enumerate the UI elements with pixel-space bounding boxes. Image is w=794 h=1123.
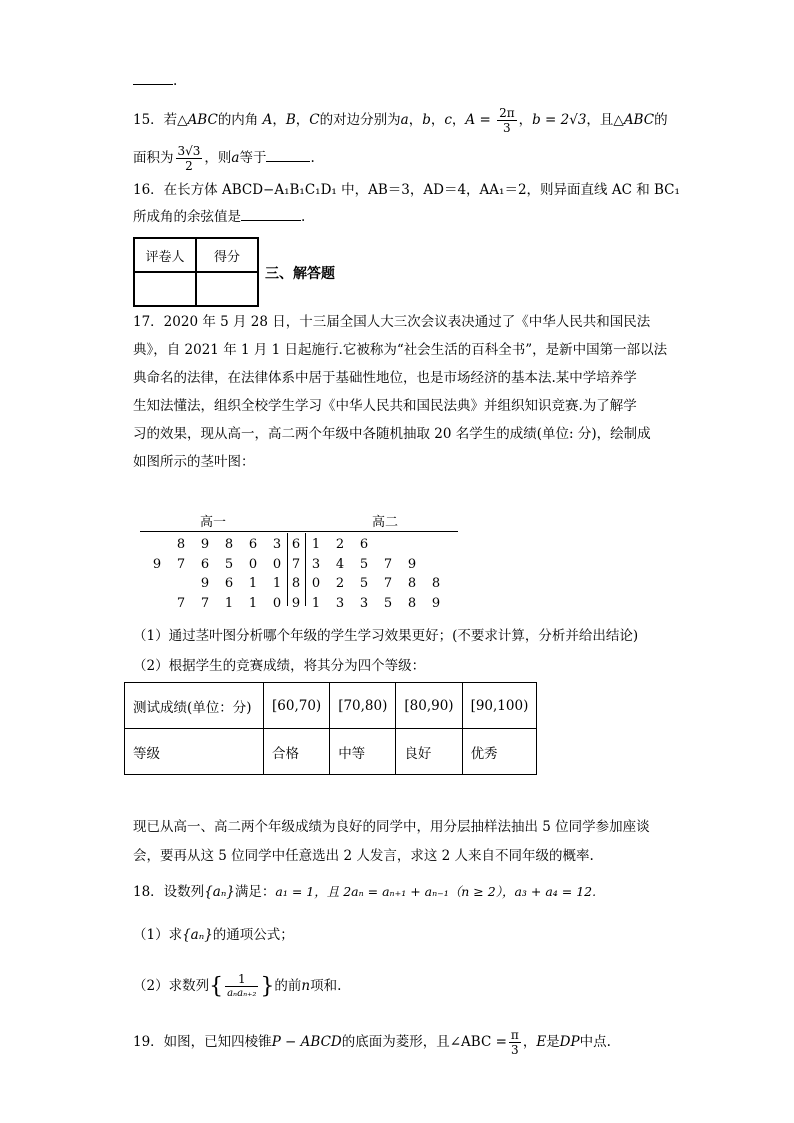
left-leaf: 9 xyxy=(200,537,210,552)
sequence: {aₙ} xyxy=(182,927,213,943)
denominator: 3 xyxy=(511,1043,519,1057)
left-brace: { xyxy=(209,973,224,999)
right-leaf: 0 xyxy=(311,576,321,591)
q17-line-5: 习的效果，现从高一，高二两个年级中各随机抽取 20 名学生的成绩(单位: 分)，绘制成 xyxy=(133,426,651,442)
table-cell: [70,80) xyxy=(330,683,396,729)
right-leaf: 1 xyxy=(311,595,321,611)
text: 的底面为菱形，且∠ABC = xyxy=(341,1034,507,1050)
right-leaf: 5 xyxy=(359,556,369,572)
condition: a₁ = 1，且 2aₙ = aₙ₊₁ + aₙ₋₁（n ≥ 2），a₃ + a₄ = 12. xyxy=(275,884,597,899)
left-leaf: 0 xyxy=(248,556,258,572)
var-a: a xyxy=(231,150,240,166)
denominator: 3 xyxy=(503,121,511,135)
q17-line-2: 典》，自 2021 年 1 月 1 日起施行.它被称为“社会生活的百科全书”，是新中国第一部以法 xyxy=(133,342,668,358)
q15-line2 xyxy=(133,144,315,173)
left-leaf: 8 xyxy=(176,537,186,552)
var-A: A xyxy=(465,112,476,128)
left-leaf: 1 xyxy=(272,576,282,591)
text: 的通项公式； xyxy=(212,927,294,943)
var-n: n xyxy=(301,978,311,994)
stem-value: 6 xyxy=(291,537,301,552)
right-leaf: 3 xyxy=(335,595,345,611)
text: 中点. xyxy=(579,1034,611,1050)
right-label: 高二 xyxy=(372,515,399,530)
left-leaf: 6 xyxy=(200,556,210,572)
var-abc: ABC xyxy=(623,112,655,128)
q17-sub1: （1）通过茎叶图分析哪个年级的学生学习效果更好；(不要求计算，分析并给出结论) xyxy=(133,628,639,644)
left-leaf: 1 xyxy=(248,595,258,611)
q17-line-6: 如图所示的茎叶图： xyxy=(133,454,255,470)
answer-blank[interactable] xyxy=(266,147,310,162)
q19-line xyxy=(133,1028,611,1057)
numerator: 3√3 xyxy=(177,144,201,158)
grader-label: 评卷人 xyxy=(134,238,196,272)
text: 是 xyxy=(546,1034,560,1050)
numerator: 1 xyxy=(225,972,258,987)
stem-header-line xyxy=(140,531,458,532)
table-cell: 中等 xyxy=(330,729,396,775)
text: 15．若△ xyxy=(133,112,188,128)
stem-value: 7 xyxy=(291,556,301,572)
table-cell: 合格 xyxy=(264,729,330,775)
var-abc: ABC xyxy=(187,112,218,128)
table-row xyxy=(125,729,537,775)
right-leaf: 8 xyxy=(407,576,417,591)
q17-after-1: 现已从高一、高二两个年级成绩为良好的同学中，用分层抽样法抽出 5 位同学参加座谈 xyxy=(133,819,650,835)
left-leaf: 0 xyxy=(272,595,282,611)
text: 的 xyxy=(654,112,668,128)
right-leaf: 9 xyxy=(431,595,441,611)
var-A: A xyxy=(262,112,273,128)
answer-blank[interactable] xyxy=(241,206,301,221)
q16-line1: 16．在长方体 ABCD−A₁B₁C₁D₁ 中，AB＝3，AD＝4，AA₁＝2，则异面直线 AC 和 BC₁ xyxy=(133,182,680,198)
right-brace: } xyxy=(260,973,275,999)
var-c: c xyxy=(444,112,452,128)
right-leaf: 5 xyxy=(383,595,393,611)
text: ，则 xyxy=(204,150,232,166)
answer-blank[interactable] xyxy=(133,70,173,85)
right-leaf: 2 xyxy=(335,576,345,591)
var-B: B xyxy=(285,112,296,128)
table-row xyxy=(125,683,537,729)
b-equation: b = 2√3 xyxy=(532,112,587,128)
text: ， xyxy=(522,1034,537,1050)
q17-line-1: 17．2020 年 5 月 28 日，十三届全国人大三次会议表决通过了《中华人民共和国民法 xyxy=(133,314,651,330)
left-leaf: 6 xyxy=(248,537,258,552)
text: 所成角的余弦值是 xyxy=(133,209,241,225)
stem-divider-left xyxy=(287,533,288,606)
period: . xyxy=(301,209,306,225)
q17-line-4: 生知法懂法，组织全校学生学习《中华人民共和国民法典》并组织知识竞赛.为了解学 xyxy=(133,398,637,414)
prev-answer-blank xyxy=(133,70,177,91)
text: 面积为 xyxy=(133,150,174,166)
numerator: π xyxy=(510,1028,519,1042)
table-cell: [80,90) xyxy=(396,683,462,729)
score-box xyxy=(133,237,259,307)
numerator: 2π xyxy=(499,106,515,120)
sep: ， xyxy=(408,112,423,128)
stem-value: 9 xyxy=(291,595,301,611)
text: 的前 xyxy=(274,978,302,994)
text: 等于 xyxy=(239,150,267,166)
q16-line2 xyxy=(133,206,305,227)
right-leaf: 6 xyxy=(359,537,369,552)
left-leaf: 5 xyxy=(224,556,234,572)
stem-value: 8 xyxy=(291,576,301,591)
right-leaf: 2 xyxy=(335,537,345,552)
grade-table xyxy=(124,682,537,775)
text: 满足： xyxy=(234,884,276,900)
left-label: 高一 xyxy=(200,515,227,530)
table-cell: [90,100) xyxy=(462,683,537,729)
score-cell[interactable] xyxy=(196,272,258,306)
text: 19．如图，已知四棱锥 xyxy=(133,1034,272,1050)
text: ，且△ xyxy=(586,112,624,128)
period: . xyxy=(310,150,315,166)
fraction-2pi-3 xyxy=(497,106,517,135)
table-cell: 优秀 xyxy=(462,729,537,775)
left-leaf: 9 xyxy=(200,576,210,591)
right-leaf: 8 xyxy=(431,576,441,591)
q18-line1 xyxy=(133,882,596,902)
right-leaf: 1 xyxy=(311,537,321,552)
table-cell: 良好 xyxy=(396,729,462,775)
denominator: 2 xyxy=(185,159,193,173)
fraction-recip xyxy=(225,972,258,1001)
fraction-pi-3 xyxy=(509,1028,521,1057)
left-leaf: 9 xyxy=(152,556,162,572)
sep: ， xyxy=(518,112,533,128)
table-cell: 测试成绩(单位：分) xyxy=(125,683,264,729)
q15-line1 xyxy=(133,106,668,135)
sep: ， xyxy=(272,112,286,128)
text: 项和. xyxy=(310,978,342,994)
left-leaf: 0 xyxy=(272,556,282,572)
text: 18．设数列 xyxy=(133,884,205,900)
left-leaf: 6 xyxy=(224,576,234,591)
right-leaf: 9 xyxy=(407,556,417,572)
score-label: 得分 xyxy=(196,238,258,272)
q18-sub1 xyxy=(133,925,294,945)
left-leaf: 7 xyxy=(200,595,210,611)
left-leaf: 3 xyxy=(272,537,282,552)
q18-sub2 xyxy=(133,972,341,1001)
table-cell: [60,70) xyxy=(264,683,330,729)
q17-sub2: （2）根据学生的竞赛成绩，将其分为四个等级： xyxy=(133,658,426,674)
grader-cell[interactable] xyxy=(134,272,196,306)
var-E: E xyxy=(536,1034,547,1050)
var-C: C xyxy=(309,112,320,128)
section-heading: 三、解答题 xyxy=(265,266,335,282)
q17-after-2: 会，要再从这 5 位同学中任意选出 2 人发言，求这 2 人来自不同年级的概率. xyxy=(133,848,594,864)
left-leaf: 7 xyxy=(176,556,186,572)
pyramid: P − ABCD xyxy=(271,1034,342,1050)
var-a: a xyxy=(400,112,409,128)
sequence: {aₙ} xyxy=(204,884,235,900)
left-leaf: 1 xyxy=(248,576,258,591)
right-leaf: 7 xyxy=(383,556,393,572)
var-DP: DP xyxy=(559,1034,580,1050)
text: （2）求数列 xyxy=(133,978,210,994)
right-leaf: 7 xyxy=(383,576,393,591)
text: （1）求 xyxy=(133,927,183,943)
text: 的内角 xyxy=(217,112,259,128)
right-leaf: 4 xyxy=(335,556,345,572)
q17-line-3: 典命名的法律，在法律体系中居于基础性地位，也是市场经济的基本法.某中学培养学 xyxy=(133,370,637,386)
text: 的对边分别为 xyxy=(319,112,401,128)
right-leaf: 3 xyxy=(311,556,321,572)
period: . xyxy=(173,73,178,89)
left-leaf: 7 xyxy=(176,595,186,611)
right-leaf: 8 xyxy=(407,595,417,611)
right-leaf: 5 xyxy=(359,576,369,591)
sep: ， xyxy=(295,112,310,128)
sep: ， xyxy=(430,112,445,128)
eq: = xyxy=(475,112,496,128)
stem-divider-right xyxy=(305,533,306,606)
sep: ， xyxy=(451,112,466,128)
table-cell: 等级 xyxy=(125,729,264,775)
left-leaf: 1 xyxy=(224,595,234,611)
fraction-area xyxy=(176,144,203,173)
left-leaf: 8 xyxy=(224,537,234,552)
denominator: aₙaₙ₊₂ xyxy=(227,988,257,999)
right-leaf: 3 xyxy=(359,595,369,611)
var-b: b xyxy=(422,112,431,128)
